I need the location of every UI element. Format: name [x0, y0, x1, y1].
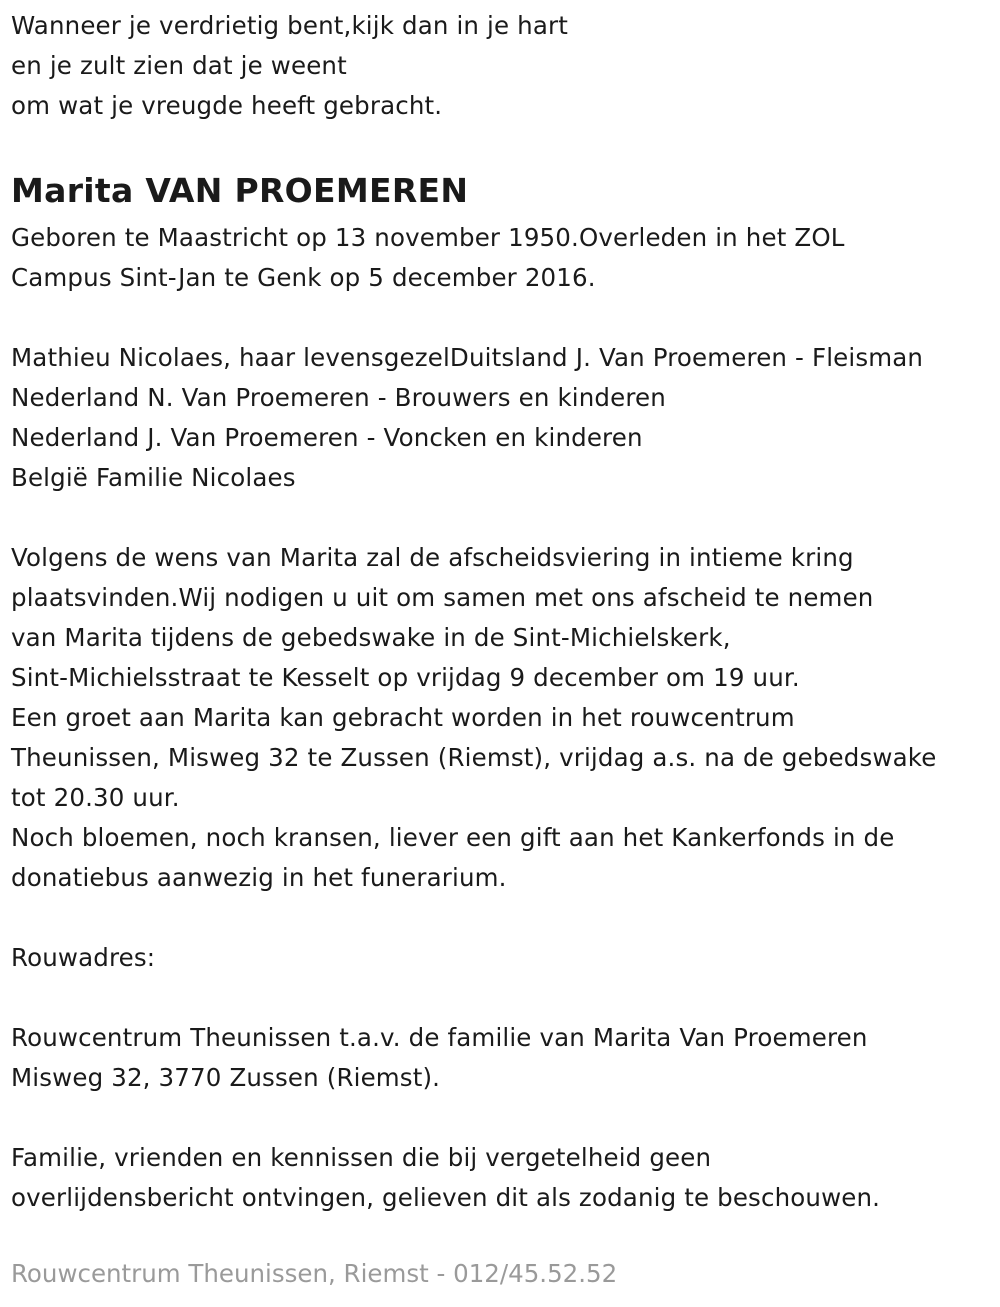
- poem-line: en je zult zien dat je weent: [11, 51, 347, 80]
- address-block: [11, 1018, 996, 1098]
- family-block: [11, 338, 996, 498]
- spacer: [11, 1098, 996, 1138]
- funeral-home-footer: Rouwcentrum Theunissen, Riemst - 012/45.52.52: [11, 1259, 618, 1288]
- address-label: Rouwadres:: [11, 943, 156, 972]
- poem-line: Wanneer je verdrietig bent,kijk dan in je hart: [11, 11, 568, 40]
- ceremony-line: van Marita tijdens de gebedswake in de Sint-Michielskerk,: [11, 623, 731, 652]
- ceremony-line: Een groet aan Marita kan gebracht worden in het rouwcentrum: [11, 703, 795, 732]
- family-line: Nederland N. Van Proemeren - Brouwers en kinderen: [11, 383, 666, 412]
- deceased-name: Marita VAN PROEMEREN: [11, 171, 469, 210]
- spacer: [11, 978, 996, 1018]
- notice-line: Familie, vrienden en kennissen die bij vergetelheid geen: [11, 1143, 712, 1172]
- ceremony-line: Theunissen, Misweg 32 te Zussen (Riemst), vrijdag a.s. na de gebedswake: [11, 743, 937, 772]
- ceremony-line: Sint-Michielsstraat te Kesselt op vrijdag 9 december om 19 uur.: [11, 663, 800, 692]
- ceremony-block: [11, 538, 996, 898]
- poem-block: [11, 6, 996, 126]
- ceremony-line: donatiebus aanwezig in het funerarium.: [11, 863, 507, 892]
- family-line: België Familie Nicolaes: [11, 463, 296, 492]
- ceremony-line: plaatsvinden.Wij nodigen u uit om samen met ons afscheid te nemen: [11, 583, 874, 612]
- family-line: Nederland J. Van Proemeren - Voncken en kinderen: [11, 423, 643, 452]
- birth-death-line: Geboren te Maastricht op 13 november 1950.Overleden in het ZOL: [11, 223, 845, 252]
- spacer: [11, 498, 996, 538]
- birth-death-line: Campus Sint-Jan te Genk op 5 december 2016.: [11, 263, 596, 292]
- ceremony-line: Noch bloemen, noch kransen, liever een gift aan het Kankerfonds in de: [11, 823, 895, 852]
- spacer: [11, 298, 996, 338]
- ceremony-line: tot 20.30 uur.: [11, 783, 180, 812]
- obituary-document: [11, 6, 996, 1218]
- notice-line: overlijdensbericht ontvingen, gelieven dit als zodanig te beschouwen.: [11, 1183, 881, 1212]
- address-line: Rouwcentrum Theunissen t.a.v. de familie van Marita Van Proemeren: [11, 1023, 868, 1052]
- poem-line: om wat je vreugde heeft gebracht.: [11, 91, 443, 120]
- birth-death-block: [11, 218, 996, 298]
- family-line: Mathieu Nicolaes, haar levensgezelDuitsland J. Van Proemeren - Fleisman: [11, 343, 924, 372]
- spacer: [11, 898, 996, 938]
- address-line: Misweg 32, 3770 Zussen (Riemst).: [11, 1063, 441, 1092]
- notice-block: [11, 1138, 996, 1218]
- ceremony-line: Volgens de wens van Marita zal de afscheidsviering in intieme kring: [11, 543, 854, 572]
